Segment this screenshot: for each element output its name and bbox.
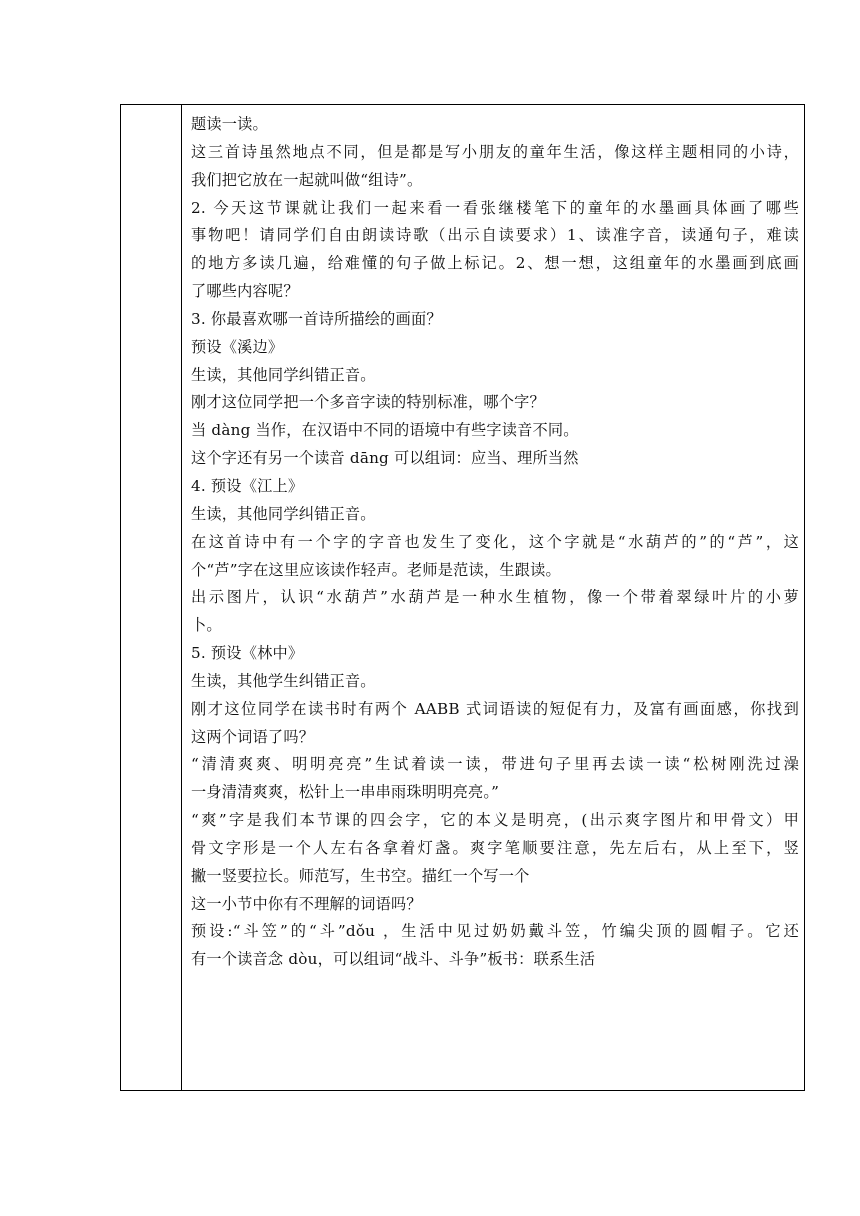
text-line: 在这首诗中有一个字的字音也发生了变化，这个字就是“水葫芦的”的“芦”，这 [191, 532, 799, 551]
text-line: 这三首诗虽然地点不同，但是都是写小朋友的童年生活，像这样主题相同的小诗， [191, 142, 799, 161]
lesson-content-cell [191, 111, 799, 974]
text-line: 撇一竖要拉长。师范写，生书空。描红一个写一个 [191, 866, 530, 885]
text-line: 当 dàng 当作，在汉语中不同的语境中有些字读音不同。 [191, 421, 579, 440]
text-line: 一身清清爽爽，松针上一串串雨珠明明亮亮。” [191, 783, 500, 802]
text-line: “清清爽爽、明明亮亮”生试着读一读，带进句子里再去读一读“松树刚洗过澡 [191, 755, 799, 774]
text-line: 预设《溪边》 [191, 337, 284, 356]
text-line: 刚才这位同学把一个多音字读的特别标准，哪个字？ [191, 393, 545, 412]
text-line: 骨文字形是一个人左右各拿着灯盏。爽字笔顺要注意，先左后右，从上至下，竖 [191, 838, 799, 857]
text-line: 2. 今天这节课就让我们一起来看一看张继楼笔下的童年的水墨画具体画了哪些 [191, 198, 799, 217]
text-line: 题读一读。 [191, 115, 268, 133]
text-line: 刚才这位同学在读书时有两个 AABB 式词语读的短促有力，及富有画面感，你找到 [191, 699, 799, 718]
text-line: 卜。 [191, 616, 222, 635]
text-line: 5. 预设《林中》 [191, 644, 304, 663]
text-line: 生读，其他同学纠错正音。 [191, 365, 376, 384]
text-line: 这两个词语了吗？ [191, 727, 315, 746]
text-line: 我们把它放在一起就叫做“组诗”。 [191, 170, 423, 189]
text-line: 了哪些内容呢？ [191, 282, 299, 301]
text-line: 生读，其他学生纠错正音。 [191, 671, 376, 690]
column-divider [181, 105, 182, 1090]
text-line: 这一小节中你有不理解的词语吗？ [191, 894, 422, 913]
text-line: 这个字还有另一个读音 dāng 可以组词：应当、理所当然 [191, 449, 579, 468]
text-line: 有一个读音念 dòu，可以组词“战斗、斗争”板书：联系生活 [191, 950, 596, 969]
text-line: 出示图片，认识“水葫芦”水葫芦是一种水生植物，像一个带着翠绿叶片的小萝 [191, 588, 799, 607]
text-line: “爽”字是我们本节课的四会字，它的本义是明亮，(出示爽字图片和甲骨文）甲 [191, 811, 799, 830]
text-line: 个“芦”字在这里应该读作轻声。老师是范读，生跟读。 [191, 560, 561, 579]
text-line: 预设:“斗笠”的“斗”dǒu ，生活中见过奶奶戴斗笠，竹编尖顶的圆帽子。它还 [191, 922, 799, 941]
text-line: 事物吧！请同学们自由朗读诗歌（出示自读要求）1、读准字音，读通句子，难读 [191, 226, 799, 245]
lesson-table [120, 104, 805, 1091]
text-line: 4. 预设《江上》 [191, 476, 304, 495]
text-line: 3. 你最喜欢哪一首诗所描绘的画面？ [191, 309, 442, 328]
text-line: 的地方多读几遍，给难懂的句子做上标记。2、想一想，这组童年的水墨画到底画 [191, 254, 799, 273]
text-line: 生读，其他同学纠错正音。 [191, 504, 376, 523]
